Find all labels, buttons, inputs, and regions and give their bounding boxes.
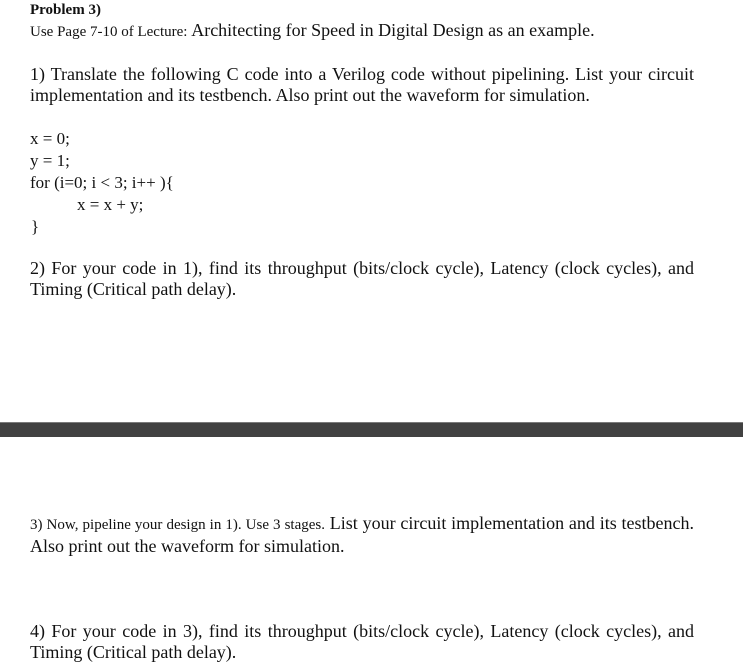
code-line: for (i=0; i < 3; i++ ){	[30, 173, 174, 192]
code-line: x = 0;	[30, 129, 70, 148]
question-4: 4) For your code in 3), find its throughput (bits/clock cycle), Latency (clock cycles), and Timing (Critical path delay).	[30, 621, 694, 662]
page-divider	[0, 422, 743, 437]
question-1: 1) Translate the following C code into a Verilog code without pipelining. List your circuit implementation and its testbench. Also print out the waveform for simulation.	[30, 64, 694, 105]
question-3	[30, 513, 694, 557]
problem-subtitle	[30, 20, 595, 41]
question-3-prefix: 3) Now, pipeline your design in 1). Use 3 stages.	[30, 517, 325, 533]
subtitle-prefix: Use Page 7-10 of Lecture:	[30, 24, 192, 40]
problem-title: Problem 3)	[30, 2, 101, 18]
code-line: y = 1;	[30, 151, 70, 170]
question-2: 2) For your code in 1), find its throughput (bits/clock cycle), Latency (clock cycles), and Timing (Critical path delay).	[30, 258, 694, 299]
code-line: }	[31, 217, 40, 236]
code-line: x = x + y;	[77, 195, 144, 214]
lecture-title: Architecting for Speed in Digital Design as an example.	[191, 20, 595, 40]
question-3-text: List your circuit implementation and its testbench. Also print out the waveform for simulation.	[30, 513, 695, 556]
